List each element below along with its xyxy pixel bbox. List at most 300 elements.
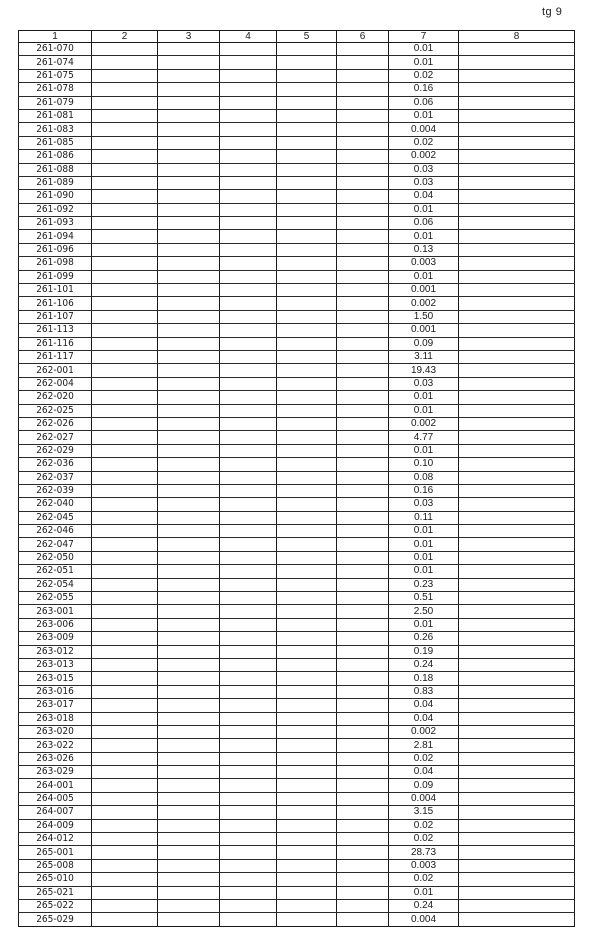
- empty-cell: [92, 900, 158, 913]
- table-row: [19, 551, 575, 564]
- value-cell: 0.01: [389, 886, 459, 899]
- empty-cell: [220, 806, 277, 819]
- code-cell: 261-079: [19, 96, 92, 109]
- empty-cell: [92, 551, 158, 564]
- value-cell: 0.09: [389, 779, 459, 792]
- code-cell: 262-054: [19, 578, 92, 591]
- table-row: [19, 525, 575, 538]
- table-row: [19, 243, 575, 256]
- empty-cell: [158, 645, 220, 658]
- empty-cell: [92, 69, 158, 82]
- empty-cell: [220, 284, 277, 297]
- table-row: [19, 913, 575, 926]
- empty-cell: [158, 725, 220, 738]
- empty-cell: [92, 243, 158, 256]
- empty-cell: [220, 377, 277, 390]
- empty-cell: [220, 886, 277, 899]
- empty-cell: [277, 873, 337, 886]
- empty-cell: [158, 217, 220, 230]
- value-cell: 0.18: [389, 672, 459, 685]
- empty-cell: [158, 123, 220, 136]
- empty-cell: [158, 605, 220, 618]
- empty-cell: [277, 471, 337, 484]
- value-cell: 0.11: [389, 511, 459, 524]
- empty-cell: [92, 163, 158, 176]
- code-cell: 261-107: [19, 310, 92, 323]
- empty-cell: [459, 712, 575, 725]
- empty-cell: [220, 525, 277, 538]
- empty-cell: [92, 886, 158, 899]
- empty-cell: [158, 297, 220, 310]
- empty-cell: [337, 712, 389, 725]
- table-row: [19, 484, 575, 497]
- empty-cell: [277, 203, 337, 216]
- table-row: [19, 819, 575, 832]
- empty-cell: [459, 176, 575, 189]
- code-cell: 263-015: [19, 672, 92, 685]
- empty-cell: [92, 56, 158, 69]
- table-row: [19, 779, 575, 792]
- empty-cell: [220, 752, 277, 765]
- empty-cell: [337, 310, 389, 323]
- value-cell: 0.002: [389, 725, 459, 738]
- empty-cell: [277, 739, 337, 752]
- table-row: [19, 538, 575, 551]
- empty-cell: [459, 83, 575, 96]
- empty-cell: [337, 444, 389, 457]
- empty-cell: [459, 779, 575, 792]
- empty-cell: [220, 498, 277, 511]
- empty-cell: [92, 297, 158, 310]
- empty-cell: [92, 270, 158, 283]
- empty-cell: [92, 364, 158, 377]
- empty-cell: [337, 766, 389, 779]
- empty-cell: [277, 565, 337, 578]
- table-row: [19, 176, 575, 189]
- empty-cell: [92, 458, 158, 471]
- code-cell: 265-029: [19, 913, 92, 926]
- column-header: 2: [92, 31, 158, 43]
- value-cell: 0.01: [389, 404, 459, 417]
- empty-cell: [92, 109, 158, 122]
- empty-cell: [92, 136, 158, 149]
- value-cell: 0.03: [389, 498, 459, 511]
- value-cell: 0.09: [389, 337, 459, 350]
- empty-cell: [277, 230, 337, 243]
- value-cell: 0.003: [389, 257, 459, 270]
- empty-cell: [459, 739, 575, 752]
- code-cell: 264-005: [19, 792, 92, 805]
- empty-cell: [92, 150, 158, 163]
- empty-cell: [220, 176, 277, 189]
- empty-cell: [459, 136, 575, 149]
- table-row: [19, 725, 575, 738]
- page-number: tg 9: [542, 6, 563, 18]
- empty-cell: [277, 217, 337, 230]
- empty-cell: [92, 779, 158, 792]
- empty-cell: [459, 190, 575, 203]
- empty-cell: [92, 471, 158, 484]
- code-cell: 264-009: [19, 819, 92, 832]
- table-row: [19, 109, 575, 122]
- table-row: [19, 752, 575, 765]
- empty-cell: [277, 136, 337, 149]
- empty-cell: [337, 109, 389, 122]
- code-cell: 261-094: [19, 230, 92, 243]
- empty-cell: [337, 618, 389, 631]
- code-cell: 262-050: [19, 551, 92, 564]
- value-cell: 0.01: [389, 109, 459, 122]
- empty-cell: [277, 243, 337, 256]
- code-cell: 265-010: [19, 873, 92, 886]
- empty-cell: [220, 632, 277, 645]
- code-cell: 261-099: [19, 270, 92, 283]
- empty-cell: [337, 846, 389, 859]
- empty-cell: [92, 833, 158, 846]
- empty-cell: [92, 217, 158, 230]
- table-row: [19, 270, 575, 283]
- table-row: [19, 578, 575, 591]
- empty-cell: [337, 230, 389, 243]
- empty-cell: [220, 404, 277, 417]
- value-cell: 0.51: [389, 592, 459, 605]
- empty-cell: [277, 270, 337, 283]
- empty-cell: [158, 538, 220, 551]
- empty-cell: [459, 672, 575, 685]
- empty-cell: [277, 337, 337, 350]
- empty-cell: [459, 565, 575, 578]
- empty-cell: [459, 900, 575, 913]
- empty-cell: [337, 752, 389, 765]
- empty-cell: [277, 699, 337, 712]
- empty-cell: [220, 136, 277, 149]
- table-row: [19, 350, 575, 363]
- empty-cell: [158, 752, 220, 765]
- empty-cell: [158, 431, 220, 444]
- table-row: [19, 658, 575, 671]
- empty-cell: [92, 578, 158, 591]
- table-row: [19, 150, 575, 163]
- empty-cell: [337, 337, 389, 350]
- empty-cell: [220, 578, 277, 591]
- empty-cell: [459, 833, 575, 846]
- code-cell: 261-089: [19, 176, 92, 189]
- table-row: [19, 886, 575, 899]
- empty-cell: [337, 270, 389, 283]
- code-cell: 262-029: [19, 444, 92, 457]
- code-cell: 261-070: [19, 43, 92, 56]
- empty-cell: [337, 471, 389, 484]
- empty-cell: [337, 150, 389, 163]
- empty-cell: [92, 324, 158, 337]
- code-cell: 263-022: [19, 739, 92, 752]
- empty-cell: [459, 806, 575, 819]
- empty-cell: [459, 913, 575, 926]
- empty-cell: [337, 257, 389, 270]
- code-cell: 261-101: [19, 284, 92, 297]
- table-row: [19, 511, 575, 524]
- table-row: [19, 444, 575, 457]
- code-cell: 263-016: [19, 685, 92, 698]
- value-cell: 0.06: [389, 217, 459, 230]
- empty-cell: [158, 176, 220, 189]
- empty-cell: [277, 900, 337, 913]
- empty-cell: [459, 645, 575, 658]
- value-cell: 0.01: [389, 618, 459, 631]
- table-row: [19, 163, 575, 176]
- code-cell: 263-029: [19, 766, 92, 779]
- empty-cell: [337, 632, 389, 645]
- value-cell: 0.10: [389, 458, 459, 471]
- empty-cell: [337, 217, 389, 230]
- empty-cell: [337, 43, 389, 56]
- value-cell: 2.50: [389, 605, 459, 618]
- empty-cell: [92, 819, 158, 832]
- table-row: [19, 136, 575, 149]
- table-row: [19, 230, 575, 243]
- empty-cell: [459, 632, 575, 645]
- code-cell: 265-021: [19, 886, 92, 899]
- table-row: [19, 364, 575, 377]
- value-cell: 0.02: [389, 69, 459, 82]
- value-cell: 0.02: [389, 873, 459, 886]
- table-row: [19, 565, 575, 578]
- value-cell: 0.02: [389, 752, 459, 765]
- empty-cell: [277, 578, 337, 591]
- empty-cell: [337, 69, 389, 82]
- value-cell: 0.01: [389, 270, 459, 283]
- table-row: [19, 69, 575, 82]
- empty-cell: [220, 511, 277, 524]
- empty-cell: [92, 859, 158, 872]
- empty-cell: [337, 658, 389, 671]
- table-row: [19, 257, 575, 270]
- value-cell: 0.16: [389, 484, 459, 497]
- empty-cell: [459, 538, 575, 551]
- empty-cell: [158, 712, 220, 725]
- empty-cell: [92, 645, 158, 658]
- value-cell: 0.002: [389, 417, 459, 430]
- code-cell: 262-047: [19, 538, 92, 551]
- empty-cell: [337, 913, 389, 926]
- empty-cell: [92, 431, 158, 444]
- empty-cell: [158, 498, 220, 511]
- empty-cell: [277, 551, 337, 564]
- empty-cell: [158, 404, 220, 417]
- empty-cell: [277, 592, 337, 605]
- empty-cell: [92, 230, 158, 243]
- empty-cell: [277, 83, 337, 96]
- empty-cell: [158, 458, 220, 471]
- code-cell: 261-113: [19, 324, 92, 337]
- empty-cell: [459, 725, 575, 738]
- empty-cell: [158, 377, 220, 390]
- empty-cell: [220, 712, 277, 725]
- empty-cell: [277, 417, 337, 430]
- empty-cell: [92, 525, 158, 538]
- empty-cell: [337, 685, 389, 698]
- code-cell: 261-117: [19, 350, 92, 363]
- empty-cell: [220, 605, 277, 618]
- empty-cell: [220, 551, 277, 564]
- empty-cell: [277, 391, 337, 404]
- empty-cell: [459, 618, 575, 631]
- empty-cell: [337, 123, 389, 136]
- value-cell: 0.01: [389, 565, 459, 578]
- empty-cell: [337, 377, 389, 390]
- empty-cell: [277, 350, 337, 363]
- empty-cell: [277, 846, 337, 859]
- code-cell: 263-001: [19, 605, 92, 618]
- empty-cell: [220, 672, 277, 685]
- empty-cell: [277, 190, 337, 203]
- empty-cell: [158, 618, 220, 631]
- empty-cell: [459, 150, 575, 163]
- table-row: [19, 605, 575, 618]
- empty-cell: [277, 712, 337, 725]
- value-cell: 0.002: [389, 297, 459, 310]
- code-cell: 265-001: [19, 846, 92, 859]
- empty-cell: [92, 444, 158, 457]
- empty-cell: [277, 645, 337, 658]
- table-row: [19, 766, 575, 779]
- empty-cell: [277, 123, 337, 136]
- empty-cell: [337, 725, 389, 738]
- table-row: [19, 56, 575, 69]
- empty-cell: [277, 833, 337, 846]
- code-cell: 262-039: [19, 484, 92, 497]
- value-cell: 0.01: [389, 538, 459, 551]
- empty-cell: [220, 243, 277, 256]
- code-cell: 263-006: [19, 618, 92, 631]
- empty-cell: [92, 752, 158, 765]
- empty-cell: [277, 458, 337, 471]
- empty-cell: [158, 846, 220, 859]
- value-cell: 0.04: [389, 712, 459, 725]
- empty-cell: [220, 96, 277, 109]
- empty-cell: [277, 56, 337, 69]
- empty-cell: [220, 484, 277, 497]
- value-cell: 0.03: [389, 176, 459, 189]
- empty-cell: [220, 592, 277, 605]
- table-row: [19, 203, 575, 216]
- empty-cell: [92, 846, 158, 859]
- empty-cell: [337, 672, 389, 685]
- empty-cell: [277, 752, 337, 765]
- empty-cell: [158, 739, 220, 752]
- empty-cell: [220, 685, 277, 698]
- empty-cell: [459, 257, 575, 270]
- empty-cell: [220, 819, 277, 832]
- column-header: 6: [337, 31, 389, 43]
- code-cell: 261-078: [19, 83, 92, 96]
- empty-cell: [92, 377, 158, 390]
- empty-cell: [92, 484, 158, 497]
- empty-cell: [158, 337, 220, 350]
- table-row: [19, 873, 575, 886]
- empty-cell: [92, 618, 158, 631]
- empty-cell: [337, 297, 389, 310]
- value-cell: 2.81: [389, 739, 459, 752]
- empty-cell: [220, 458, 277, 471]
- column-header: 1: [19, 31, 92, 43]
- empty-cell: [277, 498, 337, 511]
- code-cell: 265-008: [19, 859, 92, 872]
- empty-cell: [459, 324, 575, 337]
- empty-cell: [337, 873, 389, 886]
- value-cell: 0.83: [389, 685, 459, 698]
- empty-cell: [158, 525, 220, 538]
- code-cell: 261-083: [19, 123, 92, 136]
- empty-cell: [158, 484, 220, 497]
- empty-cell: [337, 190, 389, 203]
- empty-cell: [459, 364, 575, 377]
- table-row: [19, 632, 575, 645]
- column-header: 5: [277, 31, 337, 43]
- value-cell: 0.04: [389, 699, 459, 712]
- empty-cell: [277, 484, 337, 497]
- table-row: [19, 431, 575, 444]
- empty-cell: [220, 391, 277, 404]
- value-cell: 0.13: [389, 243, 459, 256]
- code-cell: 261-088: [19, 163, 92, 176]
- empty-cell: [220, 230, 277, 243]
- empty-cell: [220, 350, 277, 363]
- empty-cell: [277, 658, 337, 671]
- empty-cell: [337, 431, 389, 444]
- code-cell: 262-001: [19, 364, 92, 377]
- empty-cell: [459, 56, 575, 69]
- empty-cell: [277, 511, 337, 524]
- empty-cell: [337, 900, 389, 913]
- code-cell: 263-009: [19, 632, 92, 645]
- empty-cell: [92, 605, 158, 618]
- empty-cell: [158, 551, 220, 564]
- empty-cell: [220, 257, 277, 270]
- empty-cell: [337, 806, 389, 819]
- empty-cell: [220, 417, 277, 430]
- value-cell: 0.01: [389, 230, 459, 243]
- empty-cell: [459, 592, 575, 605]
- empty-cell: [277, 886, 337, 899]
- empty-cell: [459, 511, 575, 524]
- empty-cell: [158, 913, 220, 926]
- empty-cell: [92, 498, 158, 511]
- value-cell: 0.01: [389, 525, 459, 538]
- empty-cell: [220, 56, 277, 69]
- table-row: [19, 592, 575, 605]
- empty-cell: [337, 136, 389, 149]
- empty-cell: [158, 69, 220, 82]
- empty-cell: [459, 846, 575, 859]
- table-row: [19, 471, 575, 484]
- empty-cell: [459, 391, 575, 404]
- table-row: [19, 377, 575, 390]
- empty-cell: [459, 699, 575, 712]
- empty-cell: [158, 324, 220, 337]
- empty-cell: [459, 873, 575, 886]
- empty-cell: [220, 833, 277, 846]
- empty-cell: [337, 819, 389, 832]
- data-table: [18, 30, 575, 927]
- empty-cell: [337, 484, 389, 497]
- empty-cell: [459, 498, 575, 511]
- empty-cell: [277, 525, 337, 538]
- empty-cell: [277, 431, 337, 444]
- table-row: [19, 284, 575, 297]
- empty-cell: [277, 779, 337, 792]
- empty-cell: [459, 297, 575, 310]
